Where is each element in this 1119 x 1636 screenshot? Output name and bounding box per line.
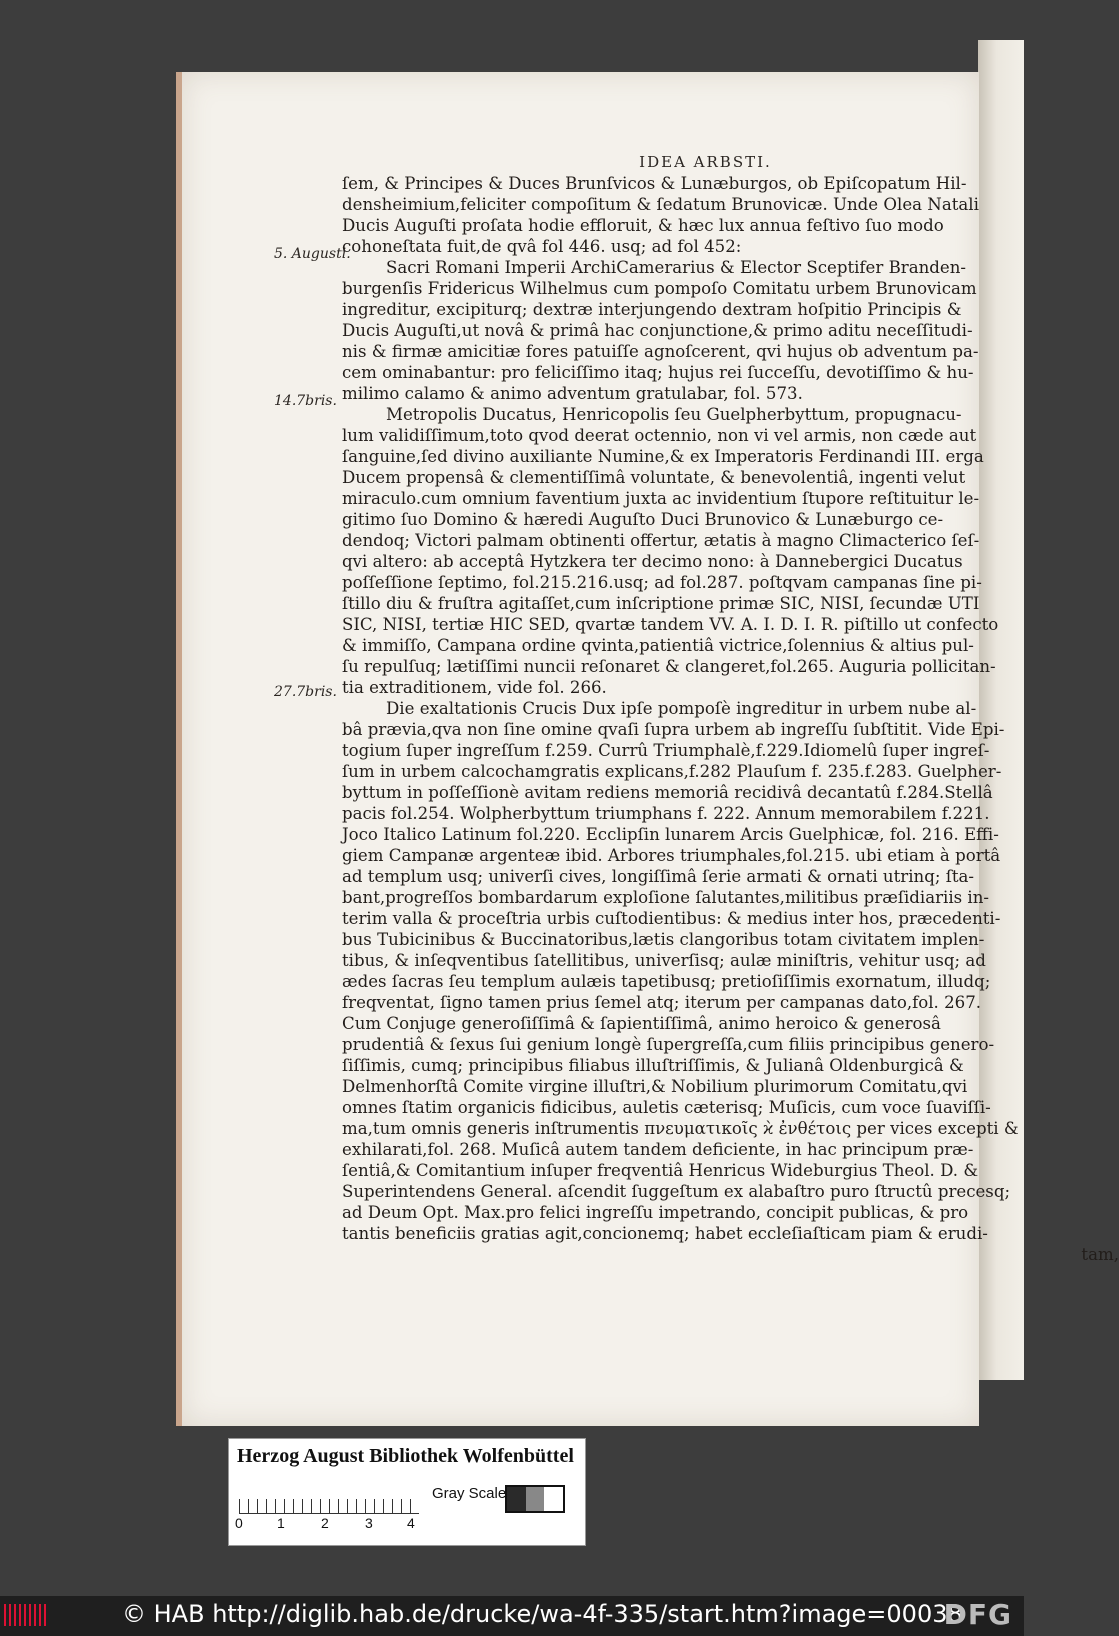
ruler-number: 3 (365, 1515, 373, 1531)
page-text (342, 173, 1119, 1265)
color-ruler (228, 1438, 586, 1546)
text-line: pacis fol.254. Wolpherbyttum triumphans f. 222. Annum memorabilem f.221. (342, 804, 990, 823)
text-line: miraculo.cum omnium faventium juxta ac invidentium ſtupore reſtituitur le- (342, 489, 980, 508)
text-line: dendoq; Victori palmam obtinenti offertur, ætatis à magno Climacterico ſeſ- (342, 531, 980, 550)
margin-note: 27.7bris. (274, 684, 337, 700)
text-line: tia extraditionem, vide fol. 266. (342, 678, 607, 697)
barcode-icon (4, 1604, 48, 1626)
ruler-number: 2 (321, 1515, 329, 1531)
text-line: burgenſis Fridericus Wilhelmus cum pompoſo Comitatu urbem Brunovicam (342, 279, 977, 298)
text-line: Sacri Romani Imperii ArchiCamerarius & Elector Sceptifer Branden- (386, 258, 967, 277)
text-line: qvi altero: ab acceptâ Hytzkera ter decimo nono: à Dannebergici Ducatus (342, 552, 963, 571)
text-line: cohoneſtata fuit,de qvâ fol 446. usq; ad fol 452: (342, 237, 742, 256)
ruler-title: Herzog August Bibliothek Wolfenbüttel (237, 1445, 574, 1467)
text-line: ſentiâ,& Comitantium inſuper freqventiâ Henricus Wideburgius Theol. D. & (342, 1161, 979, 1180)
text-line: bus Tubicinibus & Buccinatoribus,lætis clangoribus totam civitatem implen- (342, 930, 985, 949)
dfg-logo: DFG (943, 1598, 1012, 1631)
text-line: ad Deum Opt. Max.pro felici ingreſſu impetrando, concipit publicas, & pro (342, 1203, 969, 1222)
ruler-number: 1 (277, 1515, 285, 1531)
ruler-number: 0 (235, 1515, 243, 1531)
text-line: Delmenhorſtâ Comite virgine illuſtri,& Nobilium plurimorum Comitatu,qvi (342, 1077, 968, 1096)
text-line: ſem, & Principes & Duces Brunſvicos & Lunæburgos, ob Epiſcopatum Hil- (342, 174, 967, 193)
text-line: lum validiſſimum,toto qvod deerat octennio, non vi vel armis, non cæde aut (342, 426, 977, 445)
text-line: ma,tum omnis generis inſtrumentis πνευματικοῖς ϰ̀ ἐνθέτοις per vices excepti & (342, 1119, 1019, 1138)
text-line: Die exaltationis Crucis Dux ipſe pompoſè ingreditur in urbem nube al- (386, 699, 977, 718)
text-line: togium ſuper ingreſſum f.259. Currû Triumphalè,f.229.Idiomelû ſuper ingreſ- (342, 741, 990, 760)
text-line: terim valla & proceſtria urbis cuſtodientibus: & medius inter hos, præcedenti- (342, 909, 1001, 928)
text-line: Superintendens General. aſcendit ſuggeſtum ex alabaſtro puro ſtructû precesq; (342, 1182, 1011, 1201)
text-line: exhilarati,fol. 268. Muſicâ autem tandem deficiente, in hac principum præ- (342, 1140, 974, 1159)
text-line: poſſeſſione ſeptimo, fol.215.216.usq; ad fol.287. poſtqvam campanas ſine pi- (342, 573, 982, 592)
text-line: & immiſſo, Campana ordine qvinta,patientiâ victrice,ſolennius & altius pul- (342, 636, 974, 655)
text-line: ingreditur, excipiturq; dextræ interjungendo dextram hoſpitio Principis & (342, 300, 962, 319)
text-line: prudentiâ & ſexus ſui genium longè ſupergreſſa,cum filiis principibus genero- (342, 1035, 995, 1054)
text-line: Joco Italico Latinum fol.220. Ecclipſin lunarem Arcis Guelphicæ, fol. 216. Effi- (342, 825, 999, 844)
footer-bar (0, 1596, 1024, 1636)
text-line: Ducis Auguſti,ut novâ & primâ hac conjunctione,& primo aditu neceſſitudi- (342, 321, 973, 340)
text-line: bâ prævia,qva non ſine omine qvaſi ſupra urbem ab ingreſſu ſubſtitit. Vide Epi- (342, 720, 1005, 739)
text-line: cem ominabantur: pro feliciſſimo itaq; hujus rei ſucceſſu, devotiſſimo & hu- (342, 363, 974, 382)
gray-scale-label: Gray Scale (432, 1485, 507, 1502)
ruler-number: 4 (407, 1515, 415, 1531)
gray-swatch (507, 1487, 526, 1511)
text-line: ſiſſimis, cumq; principibus filiabus illuſtriſſimis, & Julianâ Oldenburgicâ & (342, 1056, 964, 1075)
text-line: omnes ſtatim organicis fidicibus, auletis cæterisq; Muſicis, cum voce ſuaviſſi- (342, 1098, 991, 1117)
gray-scale-swatches (505, 1485, 565, 1513)
gray-swatch (544, 1487, 563, 1511)
margin-note: 14.7bris. (274, 393, 337, 409)
margin-note: 5. Augusti. (274, 246, 351, 262)
text-line: bant,progreſſos bombardarum exploſione ſalutantes,militibus præſidiariis in- (342, 888, 990, 907)
text-line: ad templum usq; univerſi cives, longiſſimâ ſerie armati & ornati utrinq; ſta- (342, 867, 975, 886)
text-line: Ducem propensâ & clementiſſimâ voluntate, & benevolentiâ, ingenti velut (342, 468, 966, 487)
text-line: nis & firmæ amicitiæ fores patuiſſe agnoſcerent, qvi hujus ob adventum pa- (342, 342, 979, 361)
text-line: densheimium,feliciter compoſitum & ſedatum Brunovicæ. Unde Olea Natali (342, 195, 979, 214)
ruler-scale (239, 1483, 419, 1514)
running-head: IDEA ARBSTI. (639, 153, 772, 171)
gray-swatch (526, 1487, 545, 1511)
text-line: gitimo ſuo Domino & hæredi Auguſto Duci Brunovico & Lunæburgo ce- (342, 510, 944, 529)
book-page (176, 72, 1119, 1426)
text-line: tam, (1081, 1245, 1119, 1264)
text-line: freqventat, ſigno tamen prius ſemel atq; iterum per campanas dato,fol. 267. (342, 993, 982, 1012)
text-line: Metropolis Ducatus, Henricopolis ſeu Guelpherbyttum, propugnacu- (386, 405, 962, 424)
text-line: tantis beneficiis gratias agit,concionemq; habet eccleſiaſticam piam & erudi- (342, 1224, 988, 1243)
text-line: Cum Conjuge generoſiſſimâ & ſapientiſſimâ, animo heroico & generosâ (342, 1014, 941, 1033)
text-line: ſum in urbem calcochamgratis explicans,f.282 Plauſum f. 235.f.283. Guelpher- (342, 762, 1002, 781)
text-line: Ducis Auguſti proſata hodie effloruit, & hæc lux annua feſtivo ſuo modo (342, 216, 944, 235)
text-line: tibus, & inſeqventibus ſatellitibus, univerſisq; aulæ miniſtris, vehitur usq; ad (342, 951, 986, 970)
text-line: ſanguine,ſed divino auxiliante Numine,& ex Imperatoris Ferdinandi III. erga (342, 447, 984, 466)
text-line: ædes ſacras ſeu templum aulæis tapetibusq; pretioſiſſimis exornatum, illudq; (342, 972, 991, 991)
footer-url: © HAB http://diglib.hab.de/drucke/wa-4f-335/start.htm?image=00038 (122, 1600, 963, 1628)
text-line: SIC, NISI, tertiæ HIC SED, qvartæ tandem VV. A. I. D. I. R. piſtillo ut confecto (342, 615, 999, 634)
text-line: byttum in poſſeſſionè avitam rediens memoriâ recidivâ decantatû f.284.Stellâ (342, 783, 993, 802)
text-line: ſtillo diu & fruſtra agitaſſet,cum inſcriptione primæ SIC, NISI, ſecundæ UTI (342, 594, 980, 613)
text-line: giem Campanæ argenteæ ibid. Arbores triumphales,fol.215. ubi etiam à portâ (342, 846, 1001, 865)
text-line: milimo calamo & animo adventum gratulabar, fol. 573. (342, 384, 803, 403)
text-line: ſu repulſuq; lætiſſimi nuncii reſonaret & clangeret,fol.265. Auguria pollicitan- (342, 657, 996, 676)
